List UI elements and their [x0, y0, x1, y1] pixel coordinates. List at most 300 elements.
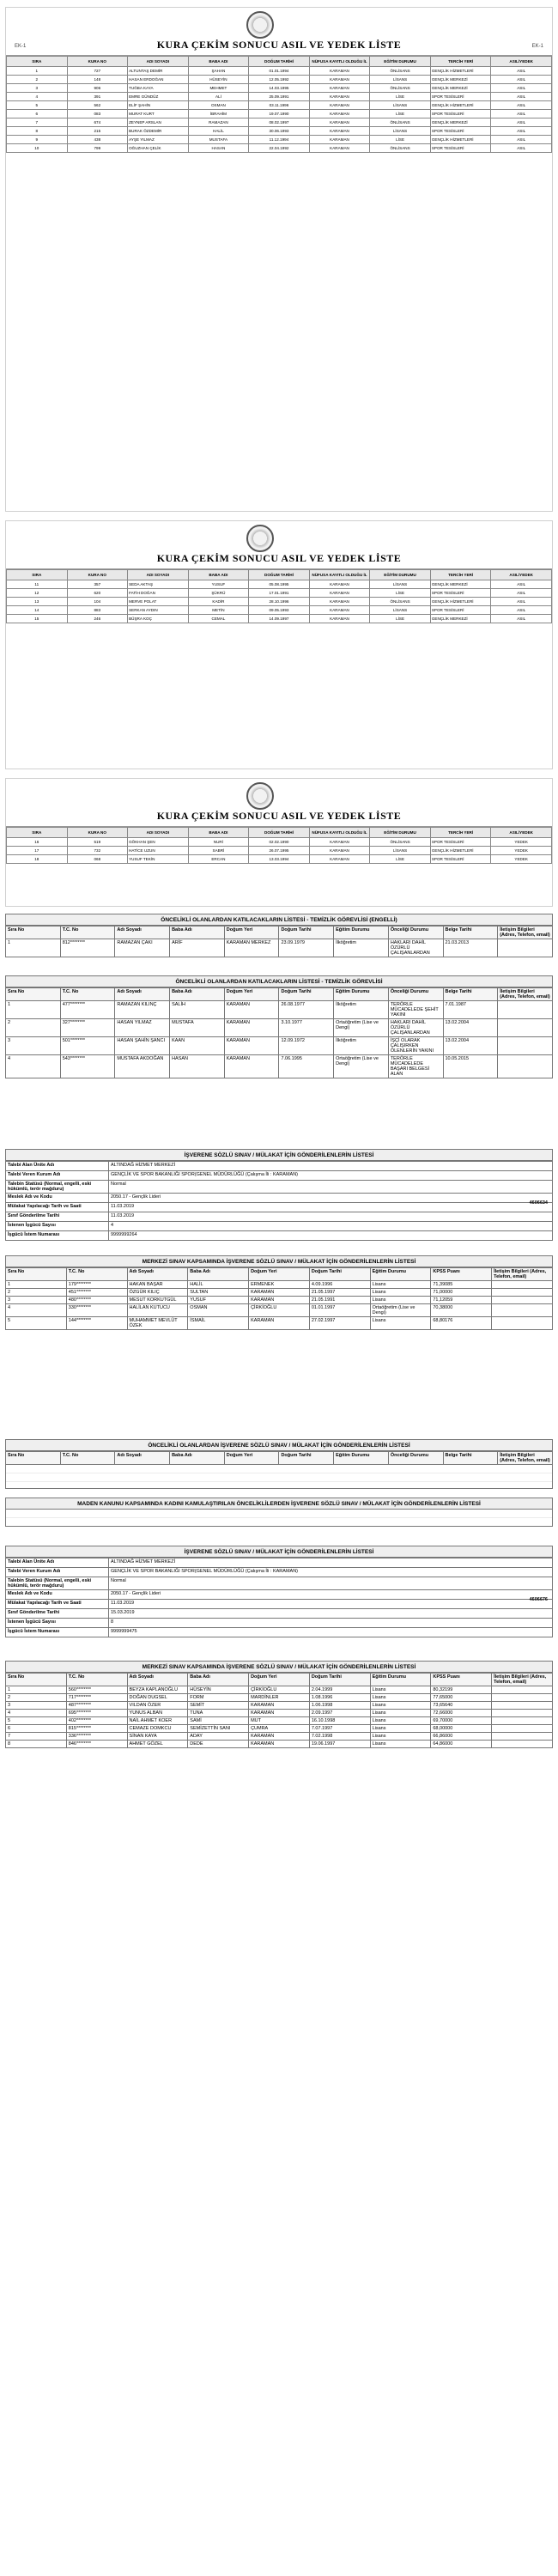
kura-table-body [7, 67, 552, 153]
table-cell: ALTUNTAŞ DEMİR [128, 67, 189, 76]
table-row [7, 855, 552, 864]
table-cell: ÇUMRA [249, 1725, 310, 1733]
info-label: Talebi Veren Kurum Adı [6, 1568, 109, 1577]
column-header: Doğum Tarihi [309, 1674, 370, 1686]
column-header: Doğum Tarihi [279, 988, 334, 1001]
table-cell: ZEYNEP ARSLAN [128, 118, 189, 127]
table-cell: KARAMAN [249, 1289, 310, 1297]
column-header: Doğum Yeri [249, 1674, 310, 1686]
table-cell: SİNAN KAYA [127, 1733, 188, 1741]
table-cell: LİSE [370, 110, 431, 118]
table-cell [492, 1317, 553, 1330]
table-cell [498, 939, 553, 957]
info-row [6, 1194, 553, 1203]
table-cell: 3 [6, 1702, 67, 1710]
column-header: İletişim Bilgileri (Adres, Telefon, email) [492, 1268, 553, 1281]
table-cell: LİSE [370, 93, 431, 101]
table-cell: 21.03.2013 [443, 939, 498, 957]
table-cell: 12 [7, 589, 68, 598]
table-cell: CEMAZE DOMKCU [127, 1725, 188, 1733]
section-title: MERKEZİ SINAV KAPSAMINDA İŞVERENE SÖZLÜ SINAV / MÜLAKAT İÇİN GÖNDERİLENLERİN LİSTESİ [5, 1255, 553, 1267]
table-cell: SPOR TESİSLERİ [430, 93, 491, 101]
column-header: Adı Soyadı [115, 988, 170, 1001]
column-header: DOĞUM TARİHİ [249, 570, 310, 580]
ministry-logo-icon [246, 782, 274, 810]
table-cell: KARAMAN [224, 1037, 279, 1055]
table-cell: TERÖRLE MÜCADELEDE ŞEHİT YAKINI [388, 1001, 443, 1019]
table-cell: 5 [7, 101, 68, 110]
table-cell: ASIL [491, 144, 552, 153]
table-cell [492, 1710, 553, 1717]
table-cell: SPOR TESİSLERİ [430, 144, 491, 153]
table-cell: MUSTAFA [170, 1019, 225, 1037]
table-cell: TERÖRLE MÜCADELEDE BAŞARI BELGESİ ALAN [388, 1055, 443, 1078]
table-cell: AHMET GÖZEL [127, 1741, 188, 1748]
page-number-right: EK-1 [531, 44, 543, 49]
table-cell: GENÇLİK HİZMETLERİ [430, 847, 491, 855]
table-cell: RAMAZAN KILINÇ [115, 1001, 170, 1019]
sheet-header [6, 521, 552, 569]
table-row [7, 136, 552, 144]
table-cell: ASIL [491, 136, 552, 144]
column-header: Eğitim Durumu [334, 988, 389, 1001]
column-header: TERCİH YERİ [430, 57, 491, 67]
table-cell: KARAMAN [309, 606, 370, 615]
table-cell: 66,86000 [431, 1733, 492, 1741]
table-cell: 68,00000 [431, 1725, 492, 1733]
table-cell: 562 [67, 101, 128, 110]
info-row [6, 1181, 553, 1194]
table-cell: HATİCE UZUN [128, 847, 189, 855]
table-cell: ASIL [491, 93, 552, 101]
table-cell: GENÇLİK MERKEZİ [430, 580, 491, 589]
table-cell: KARAMAN [309, 598, 370, 606]
table-cell: ÖNLİSANS [370, 144, 431, 153]
table-cell: 391 [67, 93, 128, 101]
table-cell: 11.12.1994 [249, 136, 310, 144]
column-header: EĞİTİM DURUMU [370, 57, 431, 67]
table-cell: OĞUZHAN ÇELİK [128, 144, 189, 153]
column-header: İletişim Bilgileri (Adres, Telefon, email) [498, 927, 553, 939]
table-cell: 25.09.1991 [249, 93, 310, 101]
table-cell: VILDAN ÖZER [127, 1702, 188, 1710]
interview-2-list [5, 1661, 553, 1748]
table-cell: 717******** [66, 1694, 127, 1702]
table-cell: KARAMAN [309, 615, 370, 623]
column-header: NÜFUSA KAYITLI OLDUĞU İL [309, 828, 370, 838]
kura-table [6, 827, 552, 864]
info-row [6, 1231, 553, 1241]
table-cell: 1.08.1996 [309, 1694, 370, 1702]
table-cell: GENÇLİK MERKEZİ [430, 84, 491, 93]
table-cell: SPOR TESİSLERİ [430, 127, 491, 136]
info-label: Talebi Alan Ünite Adı [6, 1162, 109, 1171]
table-cell [498, 1037, 553, 1055]
table-cell: SPOR TESİSLERİ [430, 110, 491, 118]
column-header: Eğitim Durumu [370, 1674, 431, 1686]
table-row [7, 76, 552, 84]
table-cell: 02.02.1990 [249, 838, 310, 847]
table-cell: ŞAHAN [188, 67, 249, 76]
table-cell: SEMİT [188, 1702, 249, 1710]
table-cell: 846******** [66, 1741, 127, 1748]
column-header: Doğum Yeri [224, 1452, 279, 1465]
column-header: SIRA [7, 57, 68, 67]
table-cell: FORM [188, 1694, 249, 1702]
column-header: Belge Tarihi [443, 988, 498, 1001]
table-cell: LİSE [370, 136, 431, 144]
table-cell: 4 [6, 1055, 61, 1078]
table-cell: 70,38000 [431, 1304, 492, 1317]
table-cell: KARAMAN [309, 110, 370, 118]
column-header: ASIL/YEDEK [491, 570, 552, 580]
section-title: İŞVERENE SÖZLÜ SINAV / MÜLAKAT İÇİN GÖNDERİLENLERİN LİSTESİ [5, 1149, 553, 1161]
table-cell: GÖKHAN ŞEN [128, 838, 189, 847]
table-cell: 10.05.2015 [443, 1055, 498, 1078]
table-cell [498, 1019, 553, 1037]
table-cell: EMRE GÜNDÜZ [128, 93, 189, 101]
table-cell: ASIL [491, 118, 552, 127]
table-cell: DEDE [188, 1741, 249, 1748]
engelli-table [5, 926, 553, 957]
table-cell: ERMENEK [249, 1281, 310, 1289]
column-header: DOĞUM TARİHİ [249, 828, 310, 838]
table-cell: HAKLARI DAHİL ÖZÜRLÜ ÇALIŞANLARDAN [388, 939, 443, 957]
info-row [6, 1203, 553, 1212]
table-cell [492, 1281, 553, 1289]
table-cell: 11 [7, 580, 68, 589]
sehit-table [5, 987, 553, 1078]
table-cell: Ortaöğretim (Lise ve Dengi) [334, 1019, 389, 1037]
info-label: Talebi Veren Kurum Adı [6, 1171, 109, 1181]
column-header: T.C. No [66, 1674, 127, 1686]
table-cell: 1 [7, 67, 68, 76]
table-row [6, 1055, 553, 1078]
table-cell: 3.10.1977 [279, 1019, 334, 1037]
table-cell: SPOR TESİSLERİ [430, 606, 491, 615]
column-header: BABA ADI [188, 828, 249, 838]
table-row [6, 1001, 553, 1019]
column-header: Baba Adı [188, 1268, 249, 1281]
table-row [6, 1304, 553, 1317]
column-header: Önceliği Durumu [388, 988, 443, 1001]
table-cell [492, 1733, 553, 1741]
table-cell: YUSUF [188, 1297, 249, 1304]
table-cell: HASAN [170, 1055, 225, 1078]
table-cell: KARAMAN [249, 1710, 310, 1717]
column-header: Sıra No [6, 927, 61, 939]
ministry-logo-icon [246, 11, 274, 39]
table-cell: HASAN [188, 144, 249, 153]
column-header: Baba Adı [170, 988, 225, 1001]
info-row [6, 1568, 553, 1577]
table-cell: LİSANS [370, 847, 431, 855]
table-cell: 72,66000 [431, 1710, 492, 1717]
interview-1-info [5, 1161, 553, 1241]
table-cell: HAKAN BAŞAR [127, 1281, 188, 1289]
info-row [6, 1609, 553, 1619]
table-cell [492, 1304, 553, 1317]
table-cell: LİSE [370, 855, 431, 864]
table-cell: 30.06.1993 [249, 127, 310, 136]
sheet-title: KURA ÇEKİM SONUCU ASIL VE YEDEK LİSTE [156, 39, 402, 51]
table-header-row [6, 1674, 553, 1686]
table-cell: ÖNLİSANS [370, 67, 431, 76]
table-cell: MUSTAFA [188, 136, 249, 144]
info-label: Talebin Statüsü (Normal, engelli, eski hükümlü, terör mağduru) [6, 1181, 109, 1194]
interview-2-info [5, 1558, 553, 1637]
table-cell: 13 [7, 598, 68, 606]
table-cell: 1 [6, 1686, 67, 1694]
table-cell: 7.06.1995 [279, 1055, 334, 1078]
table-cell: FATİH DOĞAN [128, 589, 189, 598]
table-cell: 560******** [66, 1686, 127, 1694]
table-cell: 883 [67, 606, 128, 615]
table-cell: ELİF ŞAHİN [128, 101, 189, 110]
table-cell: Lisans [370, 1686, 431, 1694]
table-cell: GENÇLİK HİZMETLERİ [430, 67, 491, 76]
table-cell: KARAMAN [249, 1702, 310, 1710]
table-cell: 1 [6, 1001, 61, 1019]
table-cell: KARAMAN [309, 589, 370, 598]
info-label: İşgücü İstem Numarası [6, 1231, 109, 1241]
table-row [6, 1694, 553, 1702]
table-cell: MUT [249, 1717, 310, 1725]
table-cell: İBRAHİM [188, 110, 249, 118]
table-cell: Lisans [370, 1281, 431, 1289]
column-header: Adı Soyadı [127, 1674, 188, 1686]
sheet-title: KURA ÇEKİM SONUCU ASIL VE YEDEK LİSTE [156, 810, 402, 822]
table-cell: 05.08.1995 [249, 580, 310, 589]
info-row [6, 1162, 553, 1171]
table-cell: 179******** [66, 1281, 127, 1289]
column-header: TERCİH YERİ [430, 570, 491, 580]
table-cell: ASIL [491, 580, 552, 589]
table-cell: KARAMAN [249, 1317, 310, 1330]
table-row [7, 118, 552, 127]
table-cell: 69,70000 [431, 1717, 492, 1725]
page-number-left: EK-1 [15, 44, 27, 49]
table-cell: 21.05.1991 [309, 1297, 370, 1304]
column-header: SIRA [7, 570, 68, 580]
table-cell [492, 1297, 553, 1304]
table-cell: 2 [6, 1289, 67, 1297]
table-cell: SEDA AKTAŞ [128, 580, 189, 589]
table-cell: GENÇLİK HİZMETLERİ [430, 101, 491, 110]
table-cell: 799 [67, 144, 128, 153]
info-value: 2050.17 - Gençlik Lideri [109, 1590, 553, 1600]
table-cell: 01.01.1997 [309, 1304, 370, 1317]
info-row [6, 1222, 553, 1231]
kura-header-row [7, 828, 552, 838]
table-cell: 812******** [60, 939, 115, 957]
table-cell: ASIL [491, 67, 552, 76]
table-cell: 26.08.1977 [279, 1001, 334, 1019]
table-cell: RAMAZAN ÇAKI [115, 939, 170, 957]
table-cell: ALİ [188, 93, 249, 101]
table-cell: ASIL [491, 127, 552, 136]
table-cell: 21.05.1997 [309, 1289, 370, 1297]
column-header: Baba Adı [170, 927, 225, 939]
info-value: 9999999475 [109, 1628, 553, 1637]
table-cell: KARAMAN [309, 101, 370, 110]
table-row [7, 615, 552, 623]
table-cell: 2 [7, 76, 68, 84]
table-cell: ASIL [491, 606, 552, 615]
info-value: 11.03.2019 [109, 1203, 553, 1212]
table-cell: 2.04.1999 [309, 1686, 370, 1694]
column-header: Baba Adı [170, 1452, 225, 1465]
info-value: 11.03.2019 [109, 1600, 553, 1609]
table-cell: 14.03.1995 [249, 84, 310, 93]
table-cell: HASAN ERDOĞAN [128, 76, 189, 84]
table-cell: 402******** [66, 1717, 127, 1725]
table-cell: 68,80176 [431, 1317, 492, 1330]
table-cell: ASIL [491, 101, 552, 110]
table-body [6, 939, 553, 957]
table-cell: ÖZGÜR KILIÇ [127, 1289, 188, 1297]
kura-table [6, 569, 552, 623]
column-header: T.C. No [60, 927, 115, 939]
column-header: Eğitim Durumu [370, 1268, 431, 1281]
table-cell: 357 [67, 580, 128, 589]
table-cell: TUNA [188, 1710, 249, 1717]
table-cell: 246 [67, 615, 128, 623]
table-cell: 732 [67, 847, 128, 855]
info-row [6, 1628, 553, 1637]
column-header: BABA ADI [188, 57, 249, 67]
table-cell: OSMAN [188, 101, 249, 110]
column-header: Sıra No [6, 1452, 61, 1465]
table-cell: GENÇLİK HİZMETLERİ [430, 136, 491, 144]
table-cell: ASIL [491, 598, 552, 606]
info-label: Talebin Statüsü (Normal, engelli, eski hükümlü, terör mağduru) [6, 1577, 109, 1590]
info-label: Sınıf Gönderilme Tarihi [6, 1212, 109, 1222]
table-cell: 906 [67, 84, 128, 93]
info-row [6, 1171, 553, 1181]
table-cell: 77,65000 [431, 1694, 492, 1702]
table-row [6, 1289, 553, 1297]
table-cell: METİN [188, 606, 249, 615]
table-cell: 5 [6, 1717, 67, 1725]
table-cell: SPOR TESİSLERİ [430, 838, 491, 847]
table-cell: İSMAİL [188, 1317, 249, 1330]
table-cell: SEMİZETTİN SANI [188, 1725, 249, 1733]
column-header: T.C. No [60, 988, 115, 1001]
table-cell: KARAMAN [309, 847, 370, 855]
column-header: Sıra No [6, 1674, 67, 1686]
table-cell: İlköğretim [334, 1001, 389, 1019]
table-row [7, 84, 552, 93]
table-cell: KARAMAN [249, 1733, 310, 1741]
table-cell: KARAMAN [309, 838, 370, 847]
column-header: EĞİTİM DURUMU [370, 828, 431, 838]
table-cell: ERCAN [188, 855, 249, 864]
table-cell: KARAMAN [309, 93, 370, 101]
table-cell: Lisans [370, 1717, 431, 1725]
table-row [7, 93, 552, 101]
table-cell: HÜSEYİN [188, 1686, 249, 1694]
table-cell: 16.10.1998 [309, 1717, 370, 1725]
table-cell: KARAMAN MERKEZ [224, 939, 279, 957]
table-cell: SULTAN [188, 1289, 249, 1297]
table-cell: 7 [7, 118, 68, 127]
table-cell: 10 [7, 144, 68, 153]
table-cell: ASIL [491, 110, 552, 118]
table-cell: 22.04.1992 [249, 144, 310, 153]
table-cell: 26.07.1995 [249, 847, 310, 855]
table-cell: ADAY [188, 1733, 249, 1741]
table-cell: ÇİRKİOĞLU [249, 1686, 310, 1694]
table-cell: KARAMAN [224, 1055, 279, 1078]
table-cell [492, 1686, 553, 1694]
table-cell: LİSE [370, 615, 431, 623]
table-cell: 7.07.1997 [309, 1725, 370, 1733]
section-title: MADEN KANUNU KAPSAMINDA KADINI KAMULAŞTIRILAN ÖNCELİKLİLERDEN İŞVERENE SÖZLÜ SINAV / MÜLAKAT İÇİN GÖNDERİLENLERİN LİSTESİ [5, 1498, 553, 1510]
table-cell: ÇİRKİOĞLU [249, 1304, 310, 1317]
kura-header-row [7, 570, 552, 580]
kpss-table-2 [5, 1673, 553, 1748]
column-header: Eğitim Durumu [334, 927, 389, 939]
table-cell: BURAK ÖZDEMİR [128, 127, 189, 136]
sheet-title: KURA ÇEKİM SONUCU ASIL VE YEDEK LİSTE [156, 552, 402, 564]
table-cell: GENÇLİK HİZMETLERİ [430, 598, 491, 606]
info-value: Normal [109, 1577, 553, 1590]
section-title: ÖNCELİKLİ OLANLARDAN İŞVERENE SÖZLÜ SINAV / MÜLAKAT İÇİN GÖNDERİLENLERİN LİSTESİ [5, 1439, 553, 1451]
table-row [7, 144, 552, 153]
info-row [6, 1212, 553, 1222]
table-cell: 3 [7, 84, 68, 93]
column-header: İletişim Bilgileri (Adres, Telefon, email) [498, 988, 553, 1001]
column-header: Önceliği Durumu [388, 1452, 443, 1465]
table-cell: 4 [7, 93, 68, 101]
table-cell: Lisans [370, 1297, 431, 1304]
info-label: Mülakat Yapılacağı Tarih ve Saati [6, 1600, 109, 1609]
maden-section [5, 1498, 553, 1527]
table-body [6, 1686, 553, 1748]
table-row [7, 598, 552, 606]
table-cell: HALİL [188, 127, 249, 136]
empty-rows [5, 1510, 553, 1527]
table-cell: NURİ [188, 838, 249, 847]
table-cell: 480******** [66, 1297, 127, 1304]
table-cell: 64,86000 [431, 1741, 492, 1748]
table-cell: HASAN YILMAZ [115, 1019, 170, 1037]
table-cell: 12.09.1972 [279, 1037, 334, 1055]
table-cell: SABRİ [188, 847, 249, 855]
column-header: KPSS Puanı [431, 1268, 492, 1281]
info-row [6, 1577, 553, 1590]
table-cell: KARAMAN [249, 1297, 310, 1304]
table-cell: 068 [67, 855, 128, 864]
table-row [6, 1741, 553, 1748]
info-label: İşgücü İstem Numarası [6, 1628, 109, 1637]
table-cell: 18 [7, 855, 68, 864]
column-header: ADI SOYADI [128, 828, 189, 838]
info-value: 15.03.2019 [109, 1609, 553, 1619]
table-cell: SALİH [170, 1001, 225, 1019]
table-cell: 4 [6, 1304, 67, 1317]
table-cell [492, 1702, 553, 1710]
column-header: T.C. No [60, 1452, 115, 1465]
table-cell: 336******** [66, 1733, 127, 1741]
section-title: ÖNCELİKLİ OLANLARDAN KATILACAKLARIN LİSTESİ - TEMİZLİK GÖREVLİSİ (ENGELLİ) [5, 914, 553, 926]
table-cell: 6 [6, 1725, 67, 1733]
table-cell: MUHAMMET MEVLÜT ÖZEK [127, 1317, 188, 1330]
table-cell: GENÇLİK MERKEZİ [430, 615, 491, 623]
table-cell: 14 [7, 606, 68, 615]
column-header: İletişim Bilgileri (Adres, Telefon, email) [498, 1452, 553, 1465]
